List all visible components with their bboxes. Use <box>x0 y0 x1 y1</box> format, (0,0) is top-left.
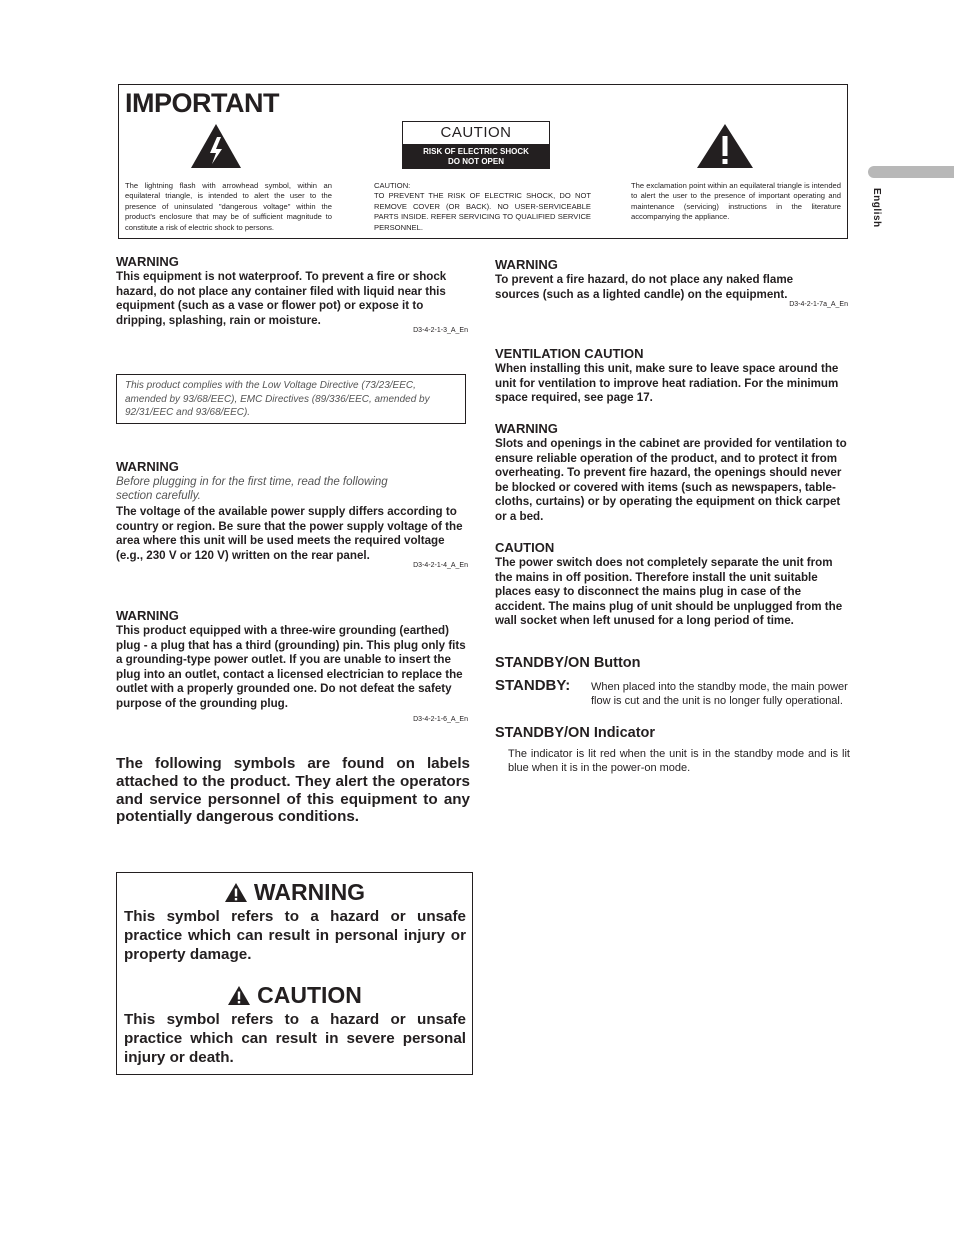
exclamation-note: The exclamation point within an equilateral triangle is intended to alert the user to the presence of important operating and maintenance (servicing) instructions in the literature accompanying the appliance. <box>631 181 841 222</box>
language-tab <box>868 166 954 178</box>
standby-text: When placed into the standby mode, the main power flow is cut and the unit is no longer fully operational. <box>591 681 848 708</box>
compliance-box: This product complies with the Low Voltage Directive (73/23/EEC, amended by 93/68/EEC), EMC Directives (89/336/EEC, amended by 92/31/EEC and 93/68/EEC). <box>116 374 466 424</box>
standby-label: STANDBY: <box>495 677 571 694</box>
caution-label <box>402 121 550 169</box>
warning-heading-grounding: WARNING <box>116 608 179 623</box>
warning-heading-flame: WARNING <box>495 257 558 272</box>
warning-body-flame: To prevent a fire hazard, do not place any naked flame sources (such as a lighted candle) on the equipment. <box>495 273 794 301</box>
important-title: IMPORTANT <box>125 88 279 118</box>
caution-symbol-row <box>117 982 472 1009</box>
caution-label-bottom <box>403 144 549 168</box>
ventilation-heading: VENTILATION CAUTION <box>495 346 644 361</box>
caution-label-top: CAUTION <box>440 124 512 141</box>
symbol-legend-box <box>116 872 473 1075</box>
symbols-paragraph: The following symbols are found on labels attached to the product. They alert the operators and service personnel of this equipment to any potentially dangerous conditions. <box>116 755 470 826</box>
caution-body-power: The power switch does not completely separate the unit from the mains in off position. Therefore install the unit suitable places easy to disconnect the mains plug in case of the accident. The mains plug of unit should be unplugged from the wall socket when left unused for a long period of time. <box>495 556 843 628</box>
warning-symbol-row <box>117 879 472 906</box>
language-label: English <box>871 188 882 228</box>
warning-heading-openings: WARNING <box>495 421 558 436</box>
caution-label-line2: DO NOT OPEN <box>447 156 504 166</box>
doc-code: D3-4-2-1-3_A_En <box>413 327 468 334</box>
caution-note: CAUTION: TO PREVENT THE RISK OF ELECTRIC SHOCK, DO NOT REMOVE COVER (OR BACK). NO USER-SERVICEABLE PARTS INSIDE. REFER SERVICING TO QUALIFIED SERVICE PERSONNEL. <box>374 181 591 232</box>
lightning-note: The lightning flash with arrowhead symbol, within an equilateral triangle, is intended to alert the user to the presence of uninsulated "dangerous voltage" within the product's enclosure that may be of sufficient magnitude to constitute a risk of electric shock to persons. <box>125 181 332 232</box>
doc-code: D3-4-2-1-4_A_En <box>413 562 468 569</box>
lightning-warning-icon <box>190 123 242 169</box>
warning-heading-waterproof: WARNING <box>116 254 179 269</box>
exclamation-warning-icon <box>696 123 754 169</box>
caution-symbol-text: This symbol refers to a hazard or unsafe practice which can result in severe personal injury or death. <box>124 1011 466 1066</box>
caution-triangle-icon <box>227 985 251 1006</box>
caution-symbol-heading: CAUTION <box>257 982 362 1008</box>
warning-body-grounding: This product equipped with a three-wire grounding (earthed) plug - a plug that has a third (grounding) pin. This plug only fits a grounding-type power outlet. If you are unable to insert the plug into an outlet, contact a licensed electrician to replace the outlet with a properly grounded one. Do not defeat the safety purpose of the grounding plug. <box>116 624 466 710</box>
doc-code: D3-4-2-1-7a_A_En <box>789 301 848 308</box>
standby-indicator-text: The indicator is lit red when the unit is in the standby mode and is lit blue when it is in the power-on mode. <box>508 748 850 775</box>
caution-heading-power: CAUTION <box>495 540 555 555</box>
warning-symbol-text: This symbol refers to a hazard or unsafe practice which can result in personal injury or property damage. <box>124 908 466 963</box>
standby-indicator-heading: STANDBY/ON Indicator <box>495 725 656 741</box>
standby-button-heading: STANDBY/ON Button <box>495 655 641 671</box>
warning-body-waterproof: This equipment is not waterproof. To prevent a fire or shock hazard, do not place any container filed with liquid near this equipment (such as a vase or flower pot) or expose it to dripping, splashing, rain or moisture. <box>116 270 447 327</box>
warning-intro-voltage: Before plugging in for the first time, read the following section carefully. <box>116 476 388 503</box>
ventilation-body: When installing this unit, make sure to leave space around the unit for ventilation to improve heat radiation. For the minimum space required, see page 17. <box>495 362 839 405</box>
caution-label-line1: RISK OF ELECTRIC SHOCK <box>423 147 529 156</box>
warning-triangle-icon <box>224 882 248 903</box>
doc-code: D3-4-2-1-6_A_En <box>413 716 468 723</box>
warning-body-openings: Slots and openings in the cabinet are provided for ventilation to ensure reliable operation of the product, and to protect it from overheating. To prevent fire hazard, the openings should never be blocked or covered with items (such as newspapers, table-cloths, curtains) or by operating the equipment on thick carpet or a bed. <box>495 437 847 523</box>
warning-heading-voltage: WARNING <box>116 459 179 474</box>
warning-body-voltage: The voltage of the available power supply differs according to country or region. Be sure that the power supply voltage of the area where this unit will be used meets the required voltage (e.g., 230 V or 120 V) written on the rear panel. <box>116 505 463 562</box>
warning-symbol-heading: WARNING <box>253 879 366 905</box>
